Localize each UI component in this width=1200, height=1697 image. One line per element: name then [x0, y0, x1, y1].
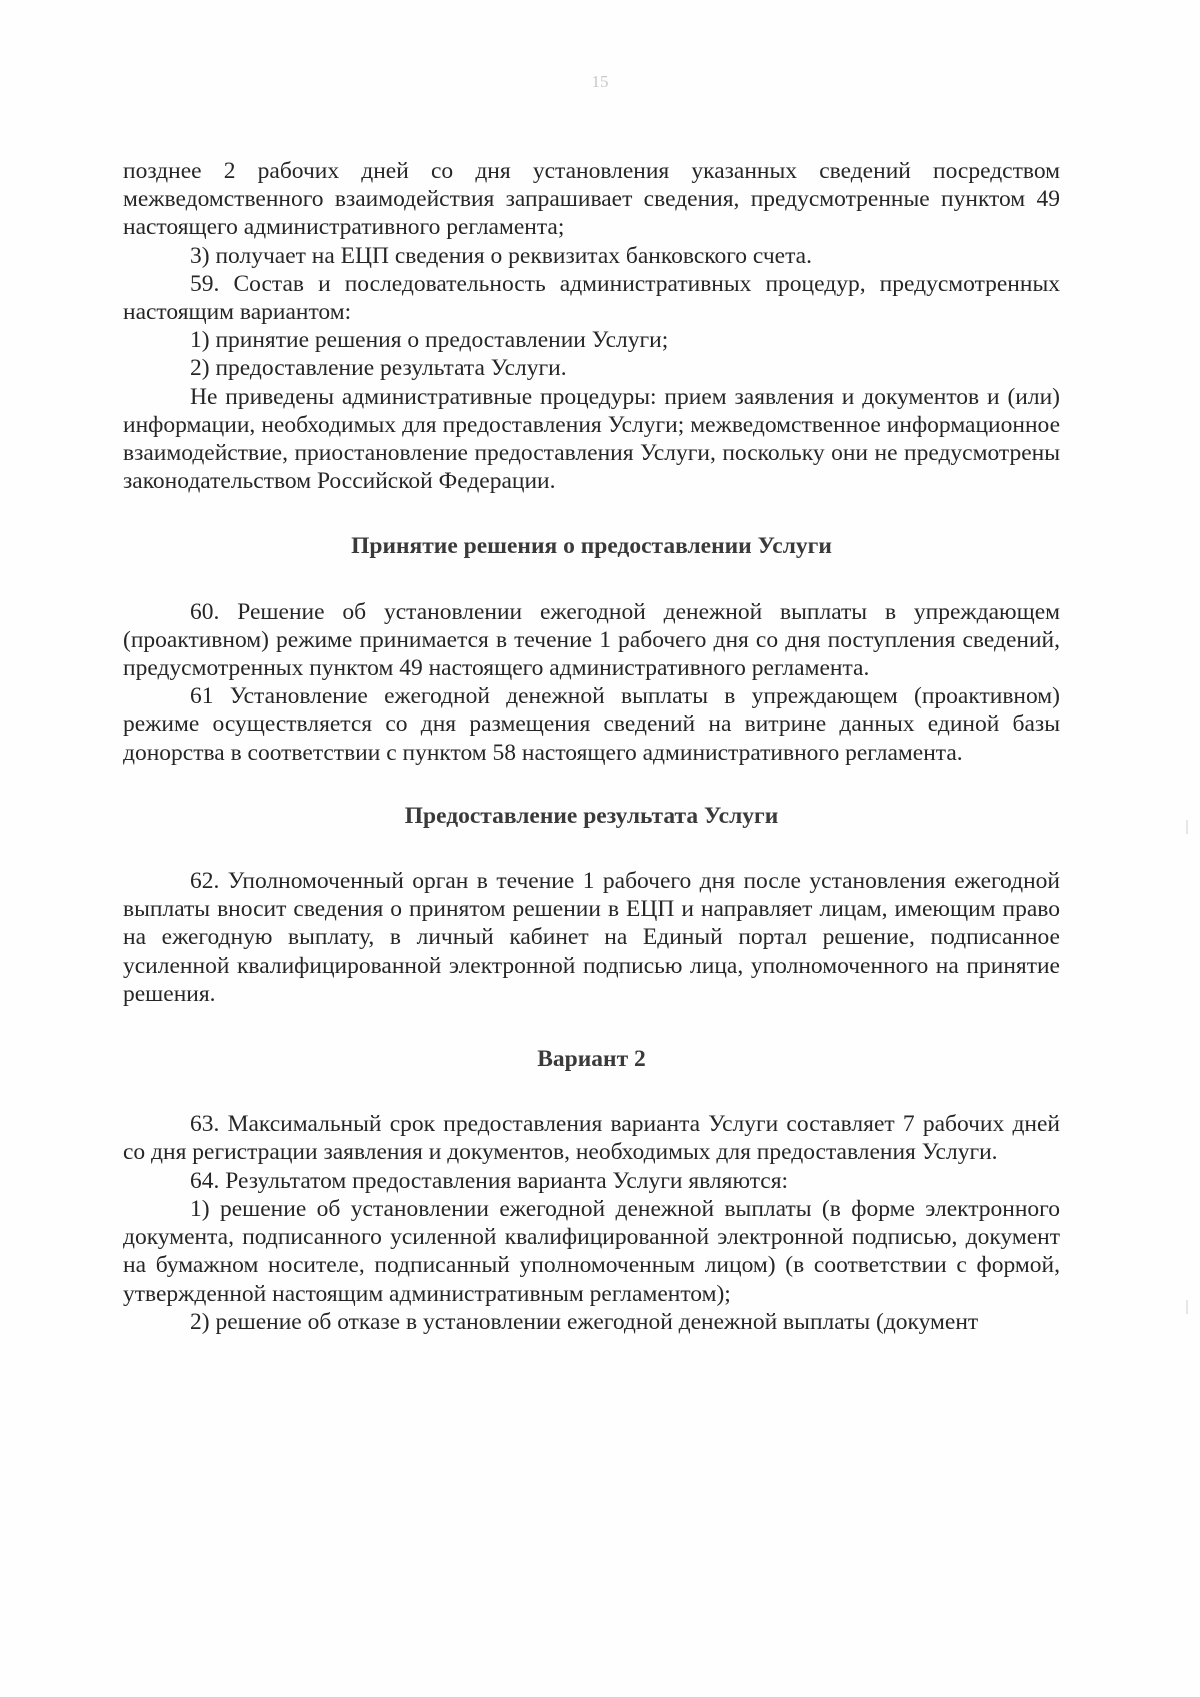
- paragraph-60: 60. Решение об установлении ежегодной денежной выплаты в упреждающем (проактивном) режиме принимается в течение 1 рабочего дня со дня поступления сведений, предусмотренных пунктом 49 настоящего административного регламента.: [123, 598, 1060, 682]
- paragraph-continuation: позднее 2 рабочих дней со дня установления указанных сведений посредством межведомственного взаимодействия запрашивает сведения, предусмотренные пунктом 49 настоящего административного регламента;: [123, 158, 1060, 241]
- section-heading-variant-2: Вариант 2: [537, 1046, 646, 1073]
- list-item-2: 2) предоставление результата Услуги.: [190, 355, 567, 382]
- document-body: [123, 157, 1060, 1336]
- page-number: 15: [591, 72, 609, 91]
- result-item-1: 1) решение об установлении ежегодной денежной выплаты (в форме электронного документа, подписанного усиленной квалифицированной электронной подписью, документ на бумажном носителе, подписанный уполномоченным лицом) (в соответствии с формой, утвержденной настоящим административным регламентом);: [123, 1195, 1060, 1307]
- paragraph-64: 64. Результатом предоставления варианта Услуги являются:: [190, 1167, 789, 1194]
- paragraph-not-listed-procedures: Не приведены административные процедуры: прием заявления и документов и (или) информации, необходимых для предоставления Услуги; межведомственное информационное взаимодействие, приостановление предоставления Услуги, поскольку они не предусмотрены законодательством Российской Федерации.: [123, 383, 1060, 495]
- scan-edge-mark: [1186, 1300, 1188, 1314]
- paragraph-61: 61 Установление ежегодной денежной выплаты в упреждающем (проактивном) режиме осуществляется со дня размещения сведений на витрине данных единой базы донорства в соответствии с пунктом 58 настоящего административного регламента.: [123, 683, 1060, 766]
- list-item-1: 1) принятие решения о предоставлении Услуги;: [190, 327, 669, 354]
- paragraph-62: 62. Уполномоченный орган в течение 1 рабочего дня после установления ежегодной выплаты вносит сведения о принятом решении в ЕЦП и направляет лицам, имеющим право на ежегодную выплату, в личный кабинет на Единый портал решение, подписанное усиленной квалифицированной электронной подписью лица, уполномоченного на принятие решения.: [123, 868, 1060, 1007]
- section-heading-result: Предоставление результата Услуги: [404, 802, 779, 829]
- scan-edge-mark: [1186, 820, 1188, 834]
- list-item-3: 3) получает на ЕЦП сведения о реквизитах банковского счета.: [190, 242, 812, 269]
- paragraph-59: 59. Состав и последовательность административных процедур, предусмотренных настоящим вариантом:: [123, 270, 1060, 326]
- result-item-2: 2) решение об отказе в установлении ежегодной денежной выплаты (документ: [190, 1308, 979, 1335]
- section-heading-decision: Принятие решения о предоставлении Услуги: [351, 533, 832, 560]
- paragraph-63: 63. Максимальный срок предоставления варианта Услуги составляет 7 рабочих дней со дня регистрации заявления и документов, необходимых для предоставления Услуги.: [123, 1111, 1060, 1166]
